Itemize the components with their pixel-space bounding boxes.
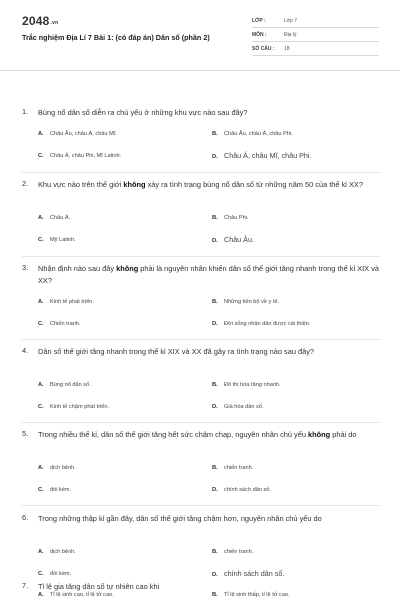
option-c[interactable]	[38, 487, 71, 493]
option-text: Kinh tế chậm phát triển.	[50, 404, 110, 410]
meta-value: Địa lý	[284, 31, 297, 38]
question-number: 7.	[22, 581, 29, 590]
option-text: chiến tranh.	[224, 549, 254, 555]
option-d[interactable]	[212, 321, 310, 327]
option-letter: A.	[38, 299, 44, 305]
question-number: 2.	[22, 179, 29, 188]
question-separator	[22, 172, 380, 173]
option-b[interactable]	[212, 131, 293, 137]
question-number: 4.	[22, 346, 29, 355]
option-letter: C.	[38, 487, 44, 493]
option-text: Già hóa dân số.	[224, 404, 264, 410]
option-d[interactable]	[212, 487, 271, 493]
meta-key: MÔN :	[252, 31, 267, 38]
option-letter: B.	[212, 131, 218, 137]
option-letter: C.	[38, 571, 44, 577]
option-c[interactable]	[38, 321, 80, 327]
meta-value: Lớp 7	[284, 17, 298, 24]
option-letter: D.	[212, 321, 218, 327]
option-letter: C.	[38, 237, 44, 243]
question-text: Nhận định nào sau đây không phải là nguyên nhân khiến dân số thế giới tăng nhanh trong thế kỉ XIX và XX?	[38, 264, 379, 285]
site-logo[interactable]	[22, 14, 58, 28]
option-letter: C.	[38, 404, 44, 410]
option-c[interactable]	[38, 153, 121, 159]
question-text: Bùng nổ dân số diễn ra chủ yếu ở những khu vực nào sau đây?	[38, 108, 248, 117]
option-letter: D.	[212, 572, 218, 578]
question-separator	[22, 505, 380, 506]
option-letter: C.	[38, 153, 44, 159]
option-a[interactable]	[38, 131, 117, 137]
option-text: Tỉ lệ sinh thấp, tỉ lệ tử cao.	[224, 592, 290, 598]
option-letter: D.	[212, 404, 218, 410]
option-b[interactable]	[212, 382, 281, 388]
question-separator	[22, 339, 380, 340]
question-separator	[22, 256, 380, 257]
meta-value: 18	[284, 45, 290, 52]
option-d[interactable]	[212, 569, 284, 578]
option-b[interactable]	[212, 215, 249, 221]
option-letter: B.	[212, 299, 218, 305]
option-letter: D.	[212, 238, 218, 244]
option-text: Châu Âu, châu Á, châu Mĩ.	[50, 131, 117, 137]
option-text: Bùng nổ dân số.	[50, 382, 91, 388]
meta-key: SỐ CÂU :	[252, 45, 275, 52]
emphasis-text: không	[308, 430, 331, 439]
meta-row-subject	[252, 28, 379, 42]
question-text: Dân số thế giới tăng nhanh trong thế kỉ XIX và XX đã gây ra tình trạng nào sau đây?	[38, 347, 315, 356]
option-d[interactable]	[212, 151, 312, 160]
option-c[interactable]	[38, 237, 76, 243]
option-letter: D.	[212, 154, 218, 160]
option-a[interactable]	[38, 549, 76, 555]
option-letter: C.	[38, 321, 44, 327]
option-letter: A.	[38, 549, 44, 555]
meta-table	[252, 14, 379, 56]
emphasis-text: không	[123, 180, 146, 189]
option-letter: B.	[212, 465, 218, 471]
option-text: Châu Á, châu Phi, Mĩ Latinh.	[50, 153, 122, 159]
option-letter: A.	[38, 592, 44, 598]
option-letter: A.	[38, 465, 44, 471]
option-a[interactable]	[38, 465, 76, 471]
option-text: chính sách dân số.	[224, 487, 271, 493]
option-b[interactable]	[212, 465, 253, 471]
option-b[interactable]	[212, 549, 253, 555]
question-text: Tỉ lệ gia tăng dân số tự nhiên cao khi	[38, 582, 160, 591]
option-text: Châu Á.	[50, 215, 71, 221]
option-letter: A.	[38, 382, 44, 388]
option-text: Mỹ Latinh.	[50, 237, 76, 243]
header-divider	[0, 70, 400, 71]
question-number: 1.	[22, 107, 29, 116]
question-number: 6.	[22, 513, 29, 522]
option-c[interactable]	[38, 404, 109, 410]
question-number: 3.	[22, 263, 29, 272]
meta-row-count	[252, 42, 379, 56]
question-text: Trong nhiều thế kỉ, dân số thế giới tăng hết sức chậm chạp, nguyên nhân chủ yếu không phải do	[38, 430, 357, 439]
meta-row-class	[252, 14, 379, 28]
page-header	[0, 0, 400, 70]
question-text: Trong những thập kỉ gần đây, dân số thế giới tăng chậm hơn, nguyên nhân chủ yếu do	[38, 514, 322, 523]
option-b[interactable]	[212, 299, 279, 305]
option-text: Tỉ lệ sinh cao, tỉ lệ tử cao.	[50, 592, 114, 598]
option-text: Kinh tế phát triển.	[50, 299, 94, 305]
option-text: chính sách dân số.	[224, 569, 285, 578]
option-a[interactable]	[38, 215, 70, 221]
option-letter: A.	[38, 215, 44, 221]
option-letter: B.	[212, 215, 218, 221]
option-a[interactable]	[38, 299, 94, 305]
option-text: chiến tranh.	[224, 465, 254, 471]
option-text: Châu Phi.	[224, 215, 249, 221]
option-text: Chiến tranh.	[50, 321, 81, 327]
option-d[interactable]	[212, 235, 254, 244]
emphasis-text: không	[116, 264, 139, 273]
option-text: đói kém.	[50, 487, 72, 493]
option-a[interactable]	[38, 592, 114, 598]
option-text: Châu Âu.	[224, 235, 254, 244]
question-separator	[22, 422, 380, 423]
option-letter: A.	[38, 131, 44, 137]
option-d[interactable]	[212, 404, 264, 410]
question-text: Khu vực nào trên thế giới không xảy ra tình trạng bùng nổ dân số từ những năm 50 của thế kỉ XX?	[38, 180, 363, 189]
logo-text: 2048	[22, 14, 50, 28]
option-c[interactable]	[38, 571, 71, 577]
option-text: Châu Á, châu Mĩ, châu Phi.	[224, 151, 312, 160]
option-text: Đời sống nhân dân được cải thiện.	[224, 321, 311, 327]
question-number: 5.	[22, 429, 29, 438]
option-text: đói kém.	[50, 571, 72, 577]
option-text: Châu Âu, châu Á, châu Phi.	[224, 131, 293, 137]
option-text: dịch bệnh.	[50, 465, 76, 471]
option-text: dịch bệnh.	[50, 549, 76, 555]
logo-suffix: .vn	[50, 20, 59, 26]
option-b[interactable]	[212, 592, 290, 598]
option-a[interactable]	[38, 382, 91, 388]
option-letter: D.	[212, 487, 218, 493]
option-text: Những tiến bộ về y tế.	[224, 299, 280, 305]
option-text: Đô thị hóa tăng nhanh.	[224, 382, 281, 388]
option-letter: B.	[212, 549, 218, 555]
meta-key: LỚP :	[252, 17, 266, 24]
option-letter: B.	[212, 592, 218, 598]
document-title: Trắc nghiệm Địa Lí 7 Bài 1: (có đáp án) Dân số (phần 2)	[22, 33, 210, 42]
option-letter: B.	[212, 382, 218, 388]
